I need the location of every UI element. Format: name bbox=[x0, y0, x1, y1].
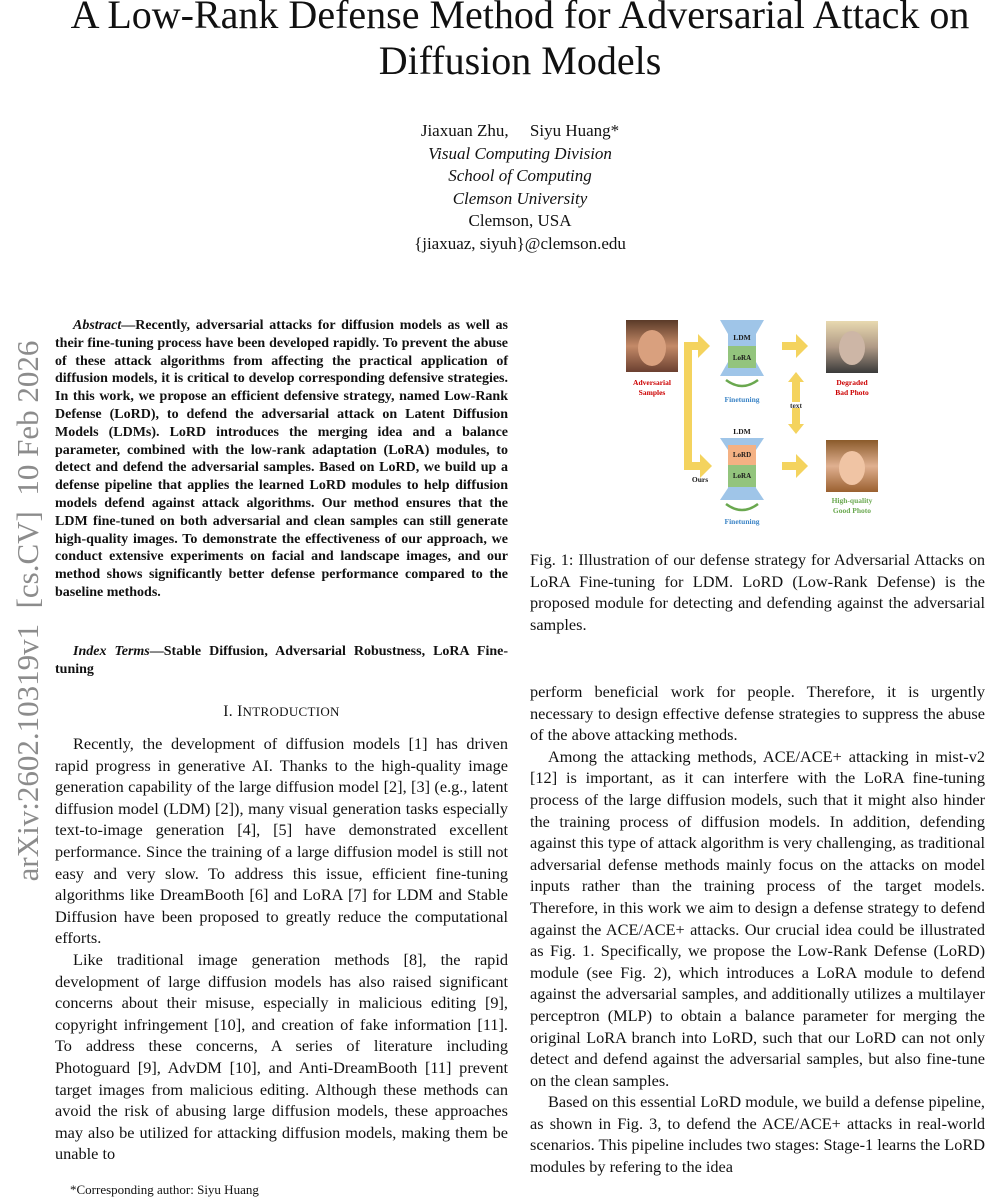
section-rest: NTRODUCTION bbox=[242, 704, 340, 719]
abstract bbox=[55, 317, 508, 602]
author-division: Visual Computing Division bbox=[428, 143, 612, 163]
finetune-loop-icon bbox=[726, 504, 758, 510]
arxiv-watermark: arXiv:2602.10319v1 [cs.CV] 10 Feb 2026 bbox=[10, 340, 45, 882]
section-number: I. bbox=[223, 703, 238, 720]
ldm-top-label: LDM bbox=[733, 333, 751, 342]
paper-title: A Low-Rank Defense Method for Adversarial Attack on Diffusion Models bbox=[70, 0, 970, 83]
figure-1-diagram bbox=[620, 312, 888, 530]
ours-label: Ours bbox=[691, 475, 709, 484]
author-university: Clemson University bbox=[452, 188, 588, 208]
adversarial-label-2: Samples bbox=[638, 388, 666, 397]
figure-1 bbox=[620, 312, 888, 530]
intro-right-column bbox=[530, 681, 985, 1178]
finetuning-top-label: Finetuning bbox=[724, 395, 760, 404]
lora-bottom-label: LoRA bbox=[732, 472, 752, 480]
degraded-photo bbox=[826, 321, 878, 373]
section-first-letter: I bbox=[237, 703, 243, 720]
figure-1-caption: Fig. 1: Illustration of our defense strategy for Adversarial Attacks on LoRA Fine-tuning for LDM. LoRD (Low-Rank Defense) is the proposed module for detecting and defending against the adversarial samples. bbox=[530, 550, 985, 634]
network-top bbox=[720, 320, 764, 386]
lord-label: LoRD bbox=[732, 451, 752, 459]
footnote: *Corresponding author: Siyu Huang bbox=[70, 1182, 259, 1197]
arrow-right-icon bbox=[782, 454, 808, 478]
paragraph: Recently, the development of diffusion models [1] has driven rapid progress in generative AI. Thanks to the high-quality image generation capability of the large diffusion model [2], [3] (e.g., latent diffusion model (LDM) [2]), many visual generation tasks especially text-to-image generation [4], [5] have demonstrated excellent performance. Since the training of a large diffusion model is still not easy and very slow. To address this issue, efficient fine-tuning algorithms like DreamBooth [6] and LoRA [7] for LDM and Stable Diffusion have been proposed to greatly reduce the computational efforts. bbox=[55, 734, 508, 948]
high-quality-label-2: Good Photo bbox=[832, 506, 872, 515]
index-terms-text: —Stable Diffusion, Adversarial Robustness, LoRA Fine-tuning bbox=[55, 644, 508, 677]
author-block bbox=[300, 120, 740, 255]
finetuning-bottom-label: Finetuning bbox=[724, 517, 760, 526]
index-terms-label: Index Terms bbox=[73, 644, 150, 659]
paragraph: perform beneficial work for people. Therefore, it is urgently necessary to design effective defense strategies to suppress the abuse of the above attacking methods. bbox=[530, 682, 985, 745]
arrow-down-icon bbox=[788, 408, 804, 434]
high-quality-photo bbox=[826, 440, 878, 492]
arrow-right-icon bbox=[782, 334, 808, 358]
abstract-text: —Recently, adversarial attacks for diffusion models as well as their fine-tuning process have been developed rapidly. To prevent the abuse of these attack algorithms from affecting the practical application of diffusion models, it is critical to develop corresponding defensive strategies. In this work, we propose an efficient defensive strategy, named Low-Rank Defense (LoRD), to defend the adversarial attack on Latent Diffusion Models (LDMs). LoRD introduces the merging idea and a balance parameter, combined with the low-rank adaptation (LoRA) modules, to detect and defend the adversarial samples. Based on LoRD, we build up a defense pipeline that applies the learned LoRD modules to help diffusion models defend against attack algorithms. Our method ensures that the LDM fine-tuned on both adversarial and clean samples can still generate high-quality images. To demonstrate the effectiveness of our approach, we conduct extensive experiments on facial and landscape images, and our method shows significantly better defense performance compared to the baseline methods. bbox=[55, 318, 508, 600]
intro-left-column bbox=[55, 733, 508, 1165]
paragraph: Among the attacking methods, ACE/ACE+ attacking in mist-v2 [12] is important, as it can interfere with the LoRA fine-tuning process of the large diffusion models, such that it might also hinder the training process of diffusion models. In addition, defending against this type of attack algorithm is very challenging, as traditional adversarial defense methods mainly focus on the attacks on model inputs rather than the training process of the target models. Therefore, in this work we aim to design a defense strategy to defend against the ACE/ACE+ attacks. Our crucial idea could be illustrated as Fig. 1. Specifically, we propose the Low-Rank Defense (LoRD) module (see Fig. 2), which introduces a LoRA module to defend against the adversarial samples, and additionally utilizes a multilayer perceptron (MLP) to obtain a balance parameter for merging the original LoRA branch into LoRD, such that our LoRD can not only detect and defend against the adversarial samples, but also fine-tune on the clean samples. bbox=[530, 746, 985, 1090]
section-heading-introduction bbox=[55, 702, 508, 722]
author-school: School of Computing bbox=[448, 166, 592, 185]
adversarial-photo bbox=[626, 320, 678, 372]
paragraph: Based on this essential LoRD module, we build a defense pipeline, as shown in Fig. 3, to defend the ACE/ACE+ attacks in real-world scenarios. This pipeline includes two stages: Stage-1 learns the LoRD modules by refering to the idea bbox=[530, 1092, 985, 1177]
author-names: Jiaxuan Zhu, Siyu Huang* bbox=[420, 121, 620, 140]
arrow-down-right-icon bbox=[684, 350, 712, 478]
adversarial-label: Adversarial bbox=[633, 378, 671, 387]
abstract-label: Abstract bbox=[73, 318, 122, 333]
finetune-loop-icon bbox=[726, 380, 758, 386]
index-terms bbox=[55, 643, 508, 679]
text-label: text bbox=[789, 401, 803, 410]
author-location: Clemson, USA bbox=[468, 211, 572, 230]
author-email: {jiaxuaz, siyuh}@clemson.edu bbox=[414, 233, 626, 253]
degraded-label: Degraded bbox=[836, 378, 868, 387]
arrow-up-icon bbox=[788, 372, 804, 402]
lora-top-label: LoRA bbox=[732, 354, 752, 362]
degraded-label-2: Bad Photo bbox=[835, 388, 869, 397]
paragraph: Like traditional image generation methods [8], the rapid development of large diffusion models has also raised significant concerns about their misuse, especially in malicious editing [9], copyright infringement [10], and creation of fake information [11]. To address these concerns, A series of literature including Photoguard [9], AdvDM [10], and Anti-DreamBooth [11] prevent target images from malicious editing. Although these methods can avoid the risk of abusing large diffusion models, these approaches may also be utilized for attacking diffusion models, making them be unable to bbox=[55, 949, 508, 1164]
ldm-bottom-label: LDM bbox=[733, 427, 751, 436]
high-quality-label: High-quality bbox=[831, 496, 873, 505]
